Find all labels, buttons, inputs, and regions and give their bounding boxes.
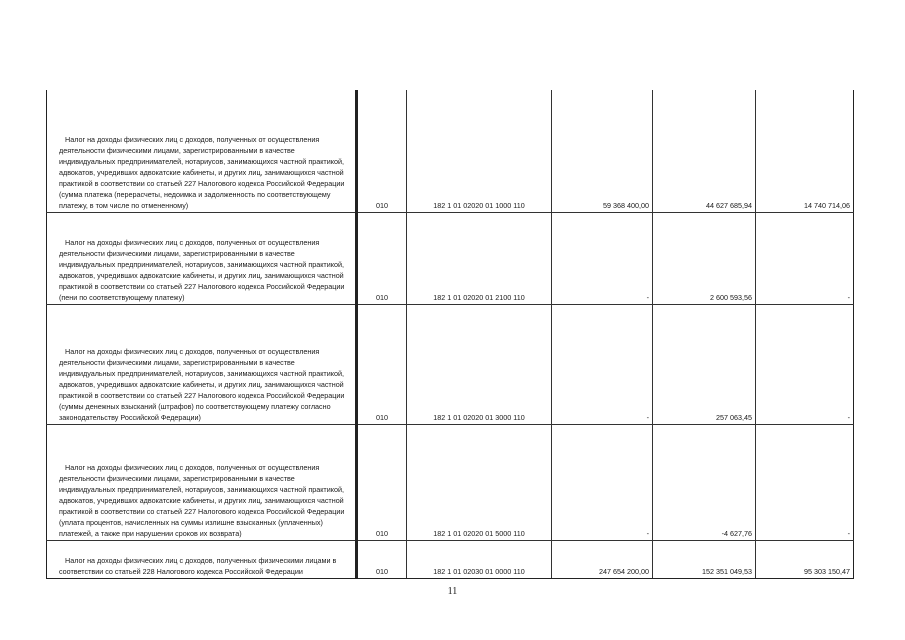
approved-amount-cell: - (552, 424, 653, 540)
budget-code-cell: 182 1 01 02020 01 2100 110 (407, 212, 552, 304)
approved-amount-cell: - (552, 212, 653, 304)
unexecuted-amount-cell: - (756, 424, 854, 540)
line-code-cell: 010 (357, 90, 407, 212)
unexecuted-amount-cell: - (756, 212, 854, 304)
income-report-table (46, 90, 854, 579)
line-code-cell: 010 (357, 424, 407, 540)
income-name-cell: Налог на доходы физических лиц с доходов, полученных от осуществления деятельности физическими лицами, зарегистрированными в качестве индивидуальных предпринимателей, нотариусов, занимающихся частной практикой, адвокатов, учредивших адвокатские кабинеты, и других лиц, занимающихся частной практикой в соответствии со статьей 227 Налогового кодекса Российской Федерации (уплата процентов, начисленных на суммы излишне взысканных (уплаченных) платежей, а также при нарушении сроков их возврата) (47, 424, 357, 540)
budget-code-cell: 182 1 01 02030 01 0000 110 (407, 540, 552, 578)
table-row (47, 540, 854, 578)
approved-amount-cell: 247 654 200,00 (552, 540, 653, 578)
page-number: 11 (447, 586, 458, 597)
executed-amount-cell: 257 063,45 (653, 304, 756, 424)
income-name-cell: Налог на доходы физических лиц с доходов, полученных от осуществления деятельности физическими лицами, зарегистрированными в качестве индивидуальных предпринимателей, нотариусов, занимающихся частной практикой, адвокатов, учредивших адвокатские кабинеты, и других лиц, занимающихся частной практикой в соответствии со статьей 227 Налогового кодекса Российской Федерации (пени по соответствующему платежу) (47, 212, 357, 304)
table-row (47, 304, 854, 424)
income-name-cell: Налог на доходы физических лиц с доходов, полученных от осуществления деятельности физическими лицами, зарегистрированными в качестве индивидуальных предпринимателей, нотариусов, занимающихся частной практикой, адвокатов, учредивших адвокатские кабинеты, и других лиц, занимающихся частной практикой в соответствии со статьей 227 Налогового кодекса Российской Федерации (суммы денежных взысканий (штрафов) по соответствующему платежу согласно законодательству Российской Федерации) (47, 304, 357, 424)
executed-amount-cell: 2 600 593,56 (653, 212, 756, 304)
unexecuted-amount-cell: - (756, 304, 854, 424)
table-row (47, 212, 854, 304)
approved-amount-cell: - (552, 304, 653, 424)
executed-amount-cell: -4 627,76 (653, 424, 756, 540)
table-row (47, 424, 854, 540)
executed-amount-cell: 44 627 685,94 (653, 90, 756, 212)
budget-code-cell: 182 1 01 02020 01 5000 110 (407, 424, 552, 540)
table-row (47, 90, 854, 212)
line-code-cell: 010 (357, 540, 407, 578)
approved-amount-cell: 59 368 400,00 (552, 90, 653, 212)
unexecuted-amount-cell: 95 303 150,47 (756, 540, 854, 578)
executed-amount-cell: 152 351 049,53 (653, 540, 756, 578)
income-name-cell: Налог на доходы физических лиц с доходов, полученных физическими лицами в соответствии со статьей 228 Налогового кодекса Российской Федерации (47, 540, 357, 578)
income-name-cell: Налог на доходы физических лиц с доходов, полученных от осуществления деятельности физическими лицами, зарегистрированными в качестве индивидуальных предпринимателей, нотариусов, занимающихся частной практикой, адвокатов, учредивших адвокатские кабинеты, и других лиц, занимающихся частной практикой в соответствии со статьей 227 Налогового кодекса Российской Федерации (сумма платежа (перерасчеты, недоимка и задолженность по соответствующему платежу, в том числе по отмененному) (47, 90, 357, 212)
unexecuted-amount-cell: 14 740 714,06 (756, 90, 854, 212)
line-code-cell: 010 (357, 212, 407, 304)
line-code-cell: 010 (357, 304, 407, 424)
budget-code-cell: 182 1 01 02020 01 1000 110 (407, 90, 552, 212)
budget-code-cell: 182 1 01 02020 01 3000 110 (407, 304, 552, 424)
